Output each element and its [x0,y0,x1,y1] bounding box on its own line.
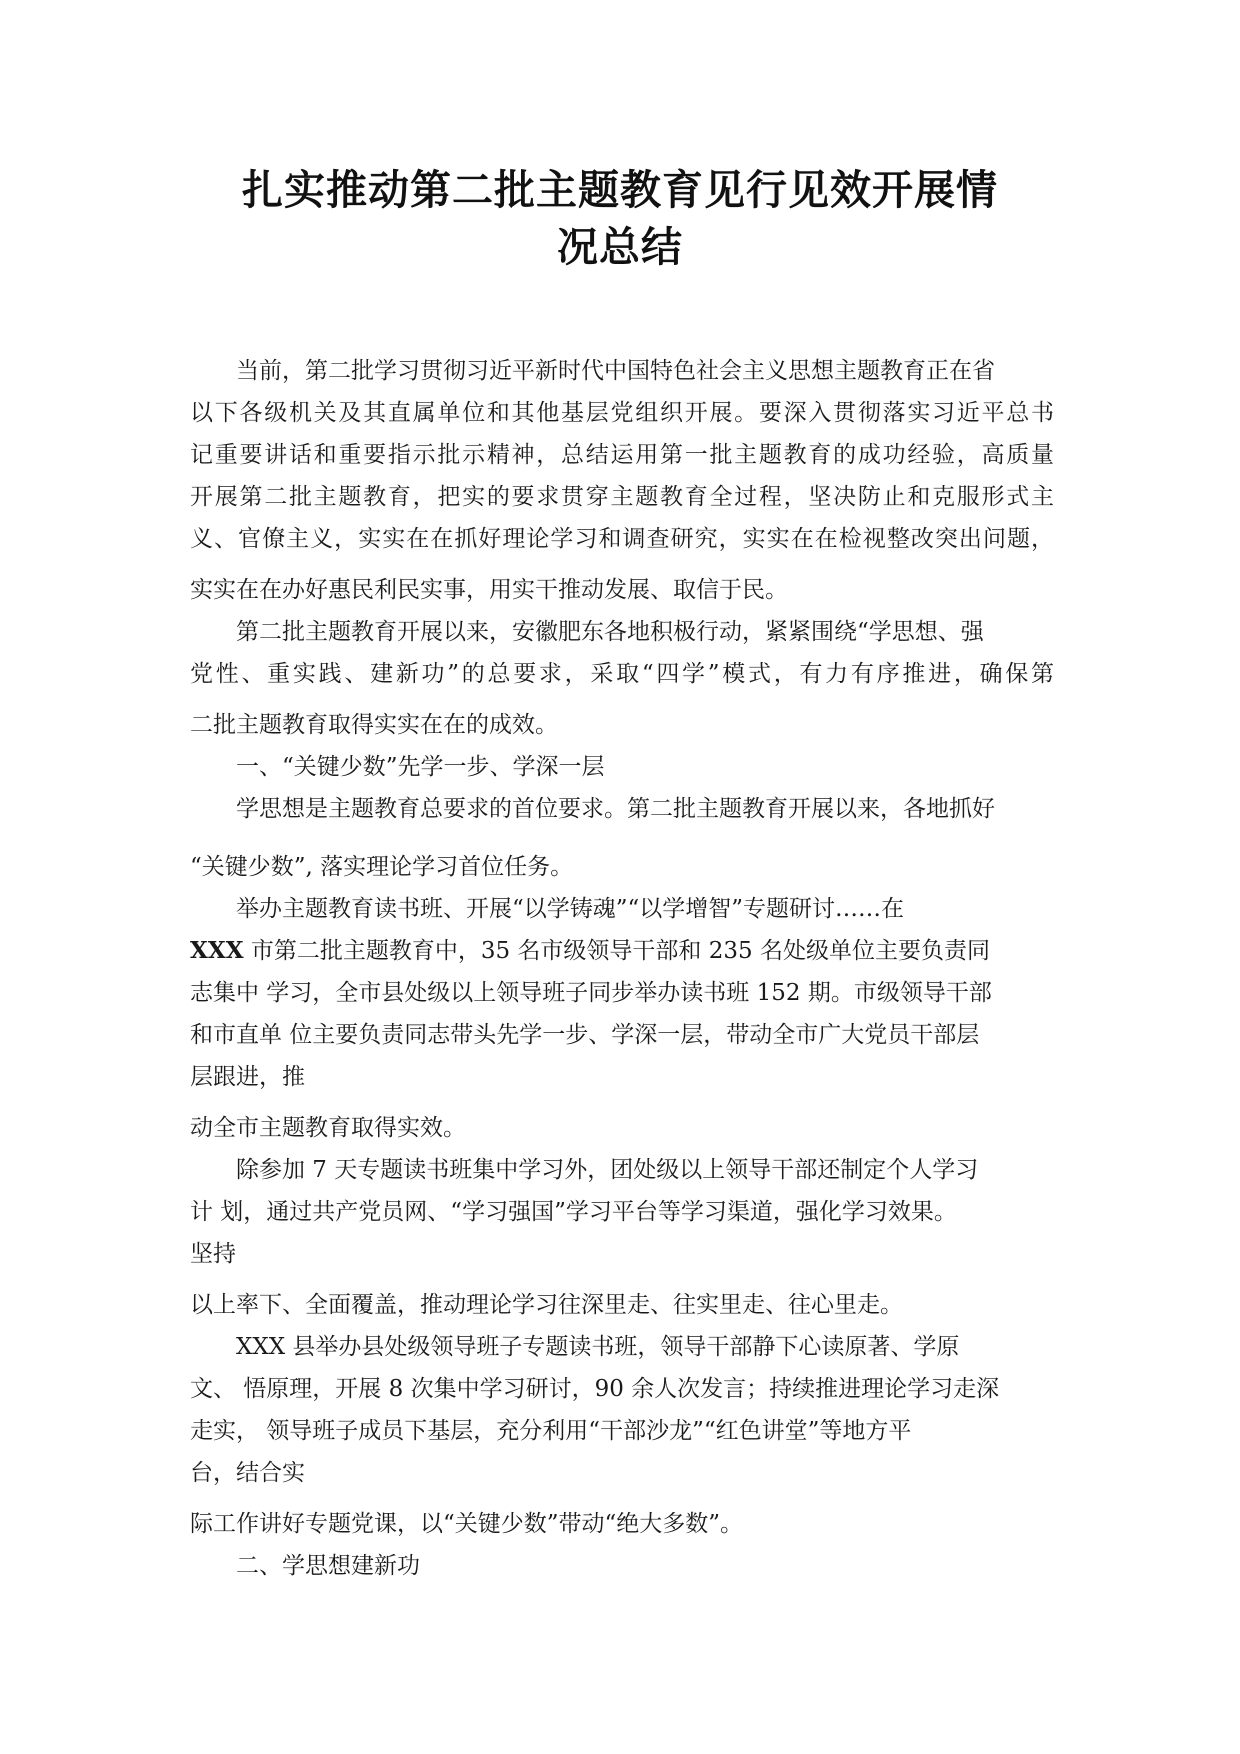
document-title [190,162,1050,276]
paragraph-line: 党性、重实践、建新功”的总要求，采取“四学”模式，有力有序推进，确保第 [190,661,1054,687]
paragraph-line: 除参加 7 天专题读书班集中学习外，团处级以上领导干部还制定个人学习 [236,1157,979,1183]
paragraph-line: 举办主题教育读书班、开展“以学铸魂”“以学增智”专题研讨……在 [236,896,905,922]
paragraph-line: 记重要讲话和重要指示批示精神，总结运用第一批主题教育的成功经验，高质量 [190,442,1054,468]
paragraph-line: 和市直单 位主要负责同志带头先学一步、学深一层，带动全市广大党员干部层 [190,1022,980,1048]
section-heading: 一、“关键少数”先学一步、学深一层 [236,754,605,780]
paragraph-line: 际工作讲好专题党课，以“关键少数”带动“绝大多数”。 [190,1511,744,1537]
paragraph-line: 志集中 学习，全市县处级以上领导班子同步举办读书班 152 期。市级领导干部 [190,980,992,1006]
paragraph-line-text: 市第二批主题教育中，35 名市级领导干部和 235 名处级单位主要负责同 [250,938,990,964]
paragraph-line: 开展第二批主题教育，把实的要求贯穿主题教育全过程，坚决防止和克服形式主 [190,484,1054,510]
paragraph-line: 第二批主题教育开展以来，安徽肥东各地积极行动，紧紧围绕“学思想、强 [236,619,984,645]
paragraph-line: 动全市主题教育取得实效。 [190,1115,466,1141]
bold-prefix: XXX [190,937,244,964]
paragraph-line: 文、 悟原理，开展 8 次集中学习研讨，90 余人次发言；持续推进理论学习走深 [190,1376,1000,1402]
paragraph-line: 义、官僚主义，实实在在抓好理论学习和调查研究，实实在在检视整改突出问题， [190,526,1054,552]
paragraph-line: 二批主题教育取得实实在在的成效。 [190,712,558,738]
paragraph-line [190,936,990,966]
paragraph-line: 当前，第二批学习贯彻习近平新时代中国特色社会主义思想主题教育正在省 [236,358,995,384]
title-line-2: 况总结 [557,223,683,271]
paragraph-line: 以上率下、全面覆盖，推动理论学习往深里走、往实里走、往心里走。 [190,1292,903,1318]
paragraph-line: 以下各级机关及其直属单位和其他基层党组织开展。要深入贯彻落实习近平总书 [190,400,1054,426]
section-heading: 二、学思想建新功 [236,1553,420,1579]
paragraph-line: 学思想是主题教育总要求的首位要求。第二批主题教育开展以来，各地抓好 [236,796,995,822]
title-line-1: 扎实推动第二批主题教育见行见效开展情 [242,166,998,214]
paragraph-line: 计 划，通过共产党员网、“学习强国”学习平台等学习渠道，强化学习效果。 [190,1199,957,1225]
paragraph-line: “关键少数”, 落实理论学习首位任务。 [190,854,574,880]
paragraph-line: XXX 县举办县处级领导班子专题读书班，领导干部静下心读原著、学原 [236,1334,960,1360]
paragraph-line: 走实， 领导班子成员下基层，充分利用“干部沙龙”“红色讲堂”等地方平 [190,1418,912,1444]
paragraph-line: 台，结合实 [190,1460,305,1486]
paragraph-line: 坚持 [190,1241,236,1267]
paragraph-line: 层跟进，推 [190,1064,305,1090]
paragraph-line: 实实在在办好惠民利民实事，用实干推动发展、取信于民。 [190,577,788,603]
